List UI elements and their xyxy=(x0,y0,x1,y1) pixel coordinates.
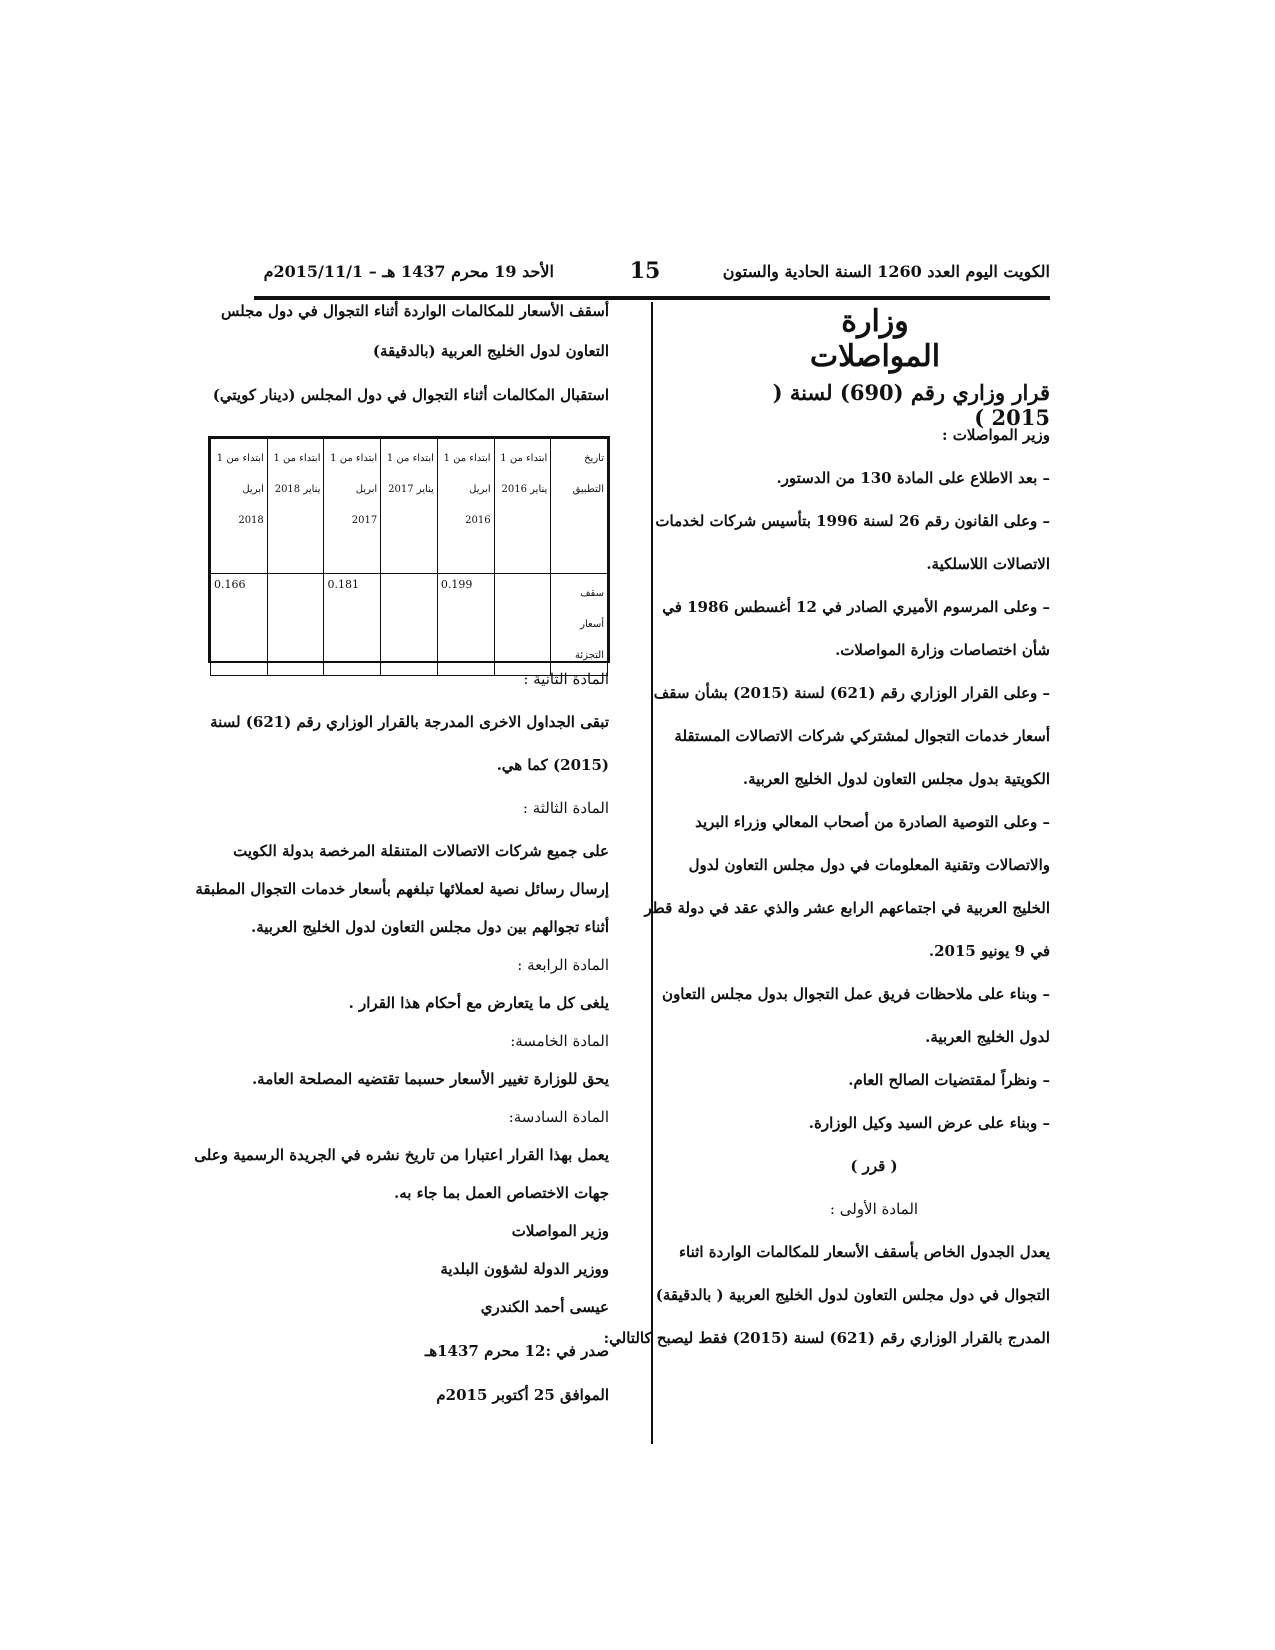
left-line: يلغى كل ما يتعارض مع أحكام هذا القرار . xyxy=(348,994,609,1012)
table-header-cell: ابتداء من 1 يناير 2017 xyxy=(381,439,438,574)
table-value-cell: 0.166 xyxy=(211,574,268,676)
left-line: إرسال رسائل نصية لعملائها تبلغهم بأسعار خدمات التجوال المطبقة xyxy=(195,880,609,898)
table-header-cell: ابتداء من 1 يناير 2016 xyxy=(494,439,551,574)
table-header-cell: ابتداء من 1 ابريل 2017 xyxy=(324,439,381,574)
right-line: – وعلى المرسوم الأميري الصادر في 12 أغسطس 1986 في xyxy=(662,598,1050,616)
left-line: يحق للوزارة تغيير الأسعار حسبما تقتضيه المصلحة العامة. xyxy=(251,1070,609,1088)
article-heading: المادة الثالثة : xyxy=(522,799,609,817)
ministry-title: وزارة المواصلات xyxy=(809,304,941,374)
right-line: أسعار خدمات التجوال لمشتركي شركات الاتصالات المستقلة xyxy=(674,727,1050,745)
right-line: لدول الخليج العربية. xyxy=(925,1028,1050,1046)
article-heading: المادة الرابعة : xyxy=(517,956,609,974)
right-line: المدرج بالقرار الوزاري رقم (621) لسنة (2015) فقط ليصبح كالتالي: xyxy=(603,1329,1050,1347)
right-line: الكويتية بدول مجلس التعاون لدول الخليج العربية. xyxy=(742,770,1050,788)
table-value-cell xyxy=(267,574,324,676)
left-line: أثناء تجوالهم بين دول مجلس التعاون لدول الخليج العربية. xyxy=(251,918,609,936)
left-line: يعمل بهذا القرار اعتبارا من تاريخ نشره في الجريدة الرسمية وعلى xyxy=(194,1146,609,1164)
article-heading: المادة السادسة: xyxy=(508,1108,609,1126)
right-line: وزير المواصلات : xyxy=(941,426,1050,444)
issue-date-gregorian: الموافق 25 أكتوبر 2015م xyxy=(436,1386,609,1404)
right-line: والاتصالات وتقنية المعلومات في دول مجلس التعاون لدول xyxy=(688,856,1050,874)
article-heading: المادة الأولى : xyxy=(829,1200,919,1218)
left-line: جهات الاختصاص العمل بما جاء به. xyxy=(394,1184,609,1202)
table-value-cell: 0.181 xyxy=(324,574,381,676)
left-line: (2015) كما هي. xyxy=(496,756,609,774)
signatory-name: عيسى أحمد الكندري xyxy=(480,1298,609,1316)
left-line: على جميع شركات الاتصالات المتنقلة المرخصة بدولة الكويت xyxy=(233,842,609,860)
left-intro-line: أسقف الأسعار للمكالمات الواردة أثناء التجوال في دول مجلس xyxy=(221,302,609,320)
decree-title: قرار وزاري رقم (690) لسنة ( 2015 ) xyxy=(772,380,1050,430)
right-line: – وبناء على عرض السيد وكيل الوزارة. xyxy=(808,1114,1050,1132)
signatory-title: ووزير الدولة لشؤون البلدية xyxy=(440,1260,609,1278)
table-row-label: سقف أسعار التجزئة xyxy=(551,574,608,676)
article-heading: المادة الثانية : xyxy=(523,670,609,688)
right-line: – وعلى التوصية الصادرة من أصحاب المعالي وزراء البريد xyxy=(695,813,1050,831)
table-caption: استقبال المكالمات أثناء التجوال في دول المجلس (دينار كويتي) xyxy=(212,386,609,404)
table-header-cell: ابتداء من 1 ابريل 2018 xyxy=(211,439,268,574)
right-line: – وبناء على ملاحظات فريق عمل التجوال بدول مجلس التعاون xyxy=(662,985,1050,1003)
article-heading: المادة الخامسة: xyxy=(510,1032,609,1050)
signatory-title: وزير المواصلات xyxy=(511,1222,609,1240)
header-issue: الكويت اليوم العدد 1260 السنة الحادية والستون xyxy=(722,262,1050,281)
right-line: يعدل الجدول الخاص بأسقف الأسعار للمكالمات الواردة اثناء xyxy=(679,1243,1050,1261)
left-line: تبقى الجداول الاخرى المدرجة بالقرار الوزاري رقم (621) لسنة xyxy=(210,713,609,731)
table-value-cell: 0.199 xyxy=(437,574,494,676)
right-line: التجوال في دول مجلس التعاون لدول الخليج العربية ( بالدقيقة) xyxy=(655,1286,1050,1304)
table-header-cell: ابتداء من 1 يناير 2018 xyxy=(267,439,324,574)
right-line: – وعلى القانون رقم 26 لسنة 1996 بتأسيس شركات لخدمات xyxy=(655,512,1050,530)
right-line: – وعلى القرار الوزاري رقم (621) لسنة (2015) بشأن سقف xyxy=(653,684,1050,702)
header-date: الأحد 19 محرم 1437 هـ – 2015/11/1م xyxy=(263,262,554,281)
column-divider xyxy=(651,302,653,1444)
right-line: – بعد الاطلاع على المادة 130 من الدستور. xyxy=(776,469,1050,487)
decided-heading: ( قرر ) xyxy=(850,1157,898,1175)
right-line: في 9 يونيو 2015. xyxy=(928,942,1050,960)
right-line: – ونظراً لمقتضيات الصالح العام. xyxy=(848,1071,1050,1089)
table-value-cell xyxy=(494,574,551,676)
issue-date-hijri: صدر في :12 محرم 1437هـ xyxy=(424,1342,609,1360)
table-header-cell: ابتداء من 1 ابريل 2016 xyxy=(437,439,494,574)
right-line: الاتصالات اللاسلكية. xyxy=(926,555,1050,573)
right-line: شأن اختصاصات وزارة المواصلات. xyxy=(835,641,1050,659)
right-line: الخليج العربية في اجتماعهم الرابع عشر والذي عقد في دولة قطر xyxy=(644,899,1050,917)
table-header-cell: تاريخ التطبيق xyxy=(551,439,608,574)
page-number: 15 xyxy=(629,258,661,284)
table-value-cell xyxy=(381,574,438,676)
left-intro-line: التعاون لدول الخليج العربية (بالدقيقة) xyxy=(372,342,609,360)
roaming-price-table xyxy=(208,436,610,663)
